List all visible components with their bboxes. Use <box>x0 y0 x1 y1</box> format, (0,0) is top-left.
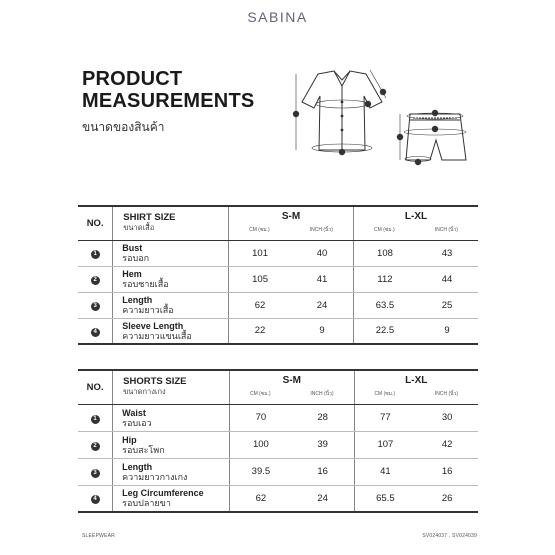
row-label: Length <box>122 295 153 305</box>
row-label: Waist <box>122 407 146 418</box>
shorts-drawing <box>406 114 466 160</box>
size-title-th: ขนาดเสื้อ <box>123 223 155 233</box>
unit-cm: CM (ซม.) <box>249 391 271 397</box>
row-label-th: รอบชายเสื้อ <box>122 279 169 289</box>
value-cell: 9 <box>319 325 325 337</box>
value-cell: 112 <box>377 273 393 285</box>
row-number-badge: 2 <box>91 442 100 451</box>
value-cell: 39 <box>317 439 328 450</box>
value-cell: 41 <box>316 273 328 285</box>
value-cell: 16 <box>317 466 328 477</box>
value-cell: 63.5 <box>375 299 395 311</box>
value-cell: 24 <box>316 299 328 311</box>
unit-inch: INCH (นิ้ว) <box>310 391 334 397</box>
value-cell: 101 <box>252 247 268 259</box>
unit-cm: CM (ซม.) <box>249 227 270 233</box>
value-cell: 107 <box>377 439 394 450</box>
value-cell: 42 <box>441 439 453 450</box>
row-label-th: รอบปลายขา <box>122 498 171 509</box>
table-row <box>78 431 478 458</box>
table-header-row <box>78 206 478 240</box>
size-title: SHIRT SIZE <box>123 212 176 224</box>
value-cell: 22.5 <box>375 325 395 337</box>
row-label: Length <box>122 461 153 472</box>
row-number-badge: 2 <box>91 276 100 285</box>
size-group-l-xl <box>353 206 478 240</box>
value-cell: 30 <box>441 412 453 423</box>
value-cell: 16 <box>441 466 453 477</box>
row-label-th: ความยาวแขนเสื้อ <box>122 330 192 341</box>
row-number-badge: 1 <box>91 250 100 259</box>
row-label: Sleeve Length <box>122 320 184 331</box>
unit-inch: INCH (นิ้ว) <box>434 391 459 397</box>
row-label: Hem <box>122 269 142 279</box>
value-cell: 26 <box>441 492 453 504</box>
page-subtitle: ขนาดของสินค้า <box>82 120 165 134</box>
size-title-cell <box>113 370 230 404</box>
row-label: Leg Circumference <box>122 488 204 499</box>
table-row <box>78 240 478 266</box>
row-label: Hip <box>122 434 137 445</box>
table-row <box>78 458 478 485</box>
value-cell: 24 <box>317 492 328 504</box>
value-cell: 105 <box>252 273 268 285</box>
value-cell: 39.5 <box>251 466 271 477</box>
row-number-badge: 1 <box>91 415 100 424</box>
measure-markers <box>293 89 438 165</box>
value-cell: 43 <box>441 247 453 259</box>
table-row <box>78 292 478 318</box>
shorts-size-table <box>78 369 478 513</box>
table-header-row <box>78 370 478 404</box>
row-number-badge: 4 <box>91 495 100 504</box>
page-title <box>82 68 254 112</box>
garment-illustration <box>282 62 478 180</box>
value-cell: 40 <box>316 247 328 259</box>
shirt-measure-lines <box>296 70 386 152</box>
unit-cm: CM (ซม.) <box>374 391 396 397</box>
row-label-th: รอบเอว <box>122 417 152 428</box>
value-cell: 62 <box>255 492 267 504</box>
row-label-th: ความยาวกางเกง <box>122 471 188 482</box>
title-line-1: PRODUCT <box>82 68 183 90</box>
no-header: NO. <box>78 370 113 404</box>
value-cell: 9 <box>444 325 450 337</box>
size-title-th: ขนาดกางเกง <box>123 387 166 397</box>
unit-cm: CM (ซม.) <box>374 227 395 233</box>
size-group-s-m <box>230 370 354 404</box>
value-cell: 28 <box>317 412 328 423</box>
size-group-s-m <box>229 206 354 240</box>
size-title-cell <box>113 206 229 240</box>
group-name: S-M <box>281 211 301 222</box>
row-number-badge: 3 <box>91 302 100 311</box>
shirt-size-table <box>78 205 478 345</box>
unit-inch: INCH (นิ้ว) <box>309 227 333 233</box>
table-row <box>78 266 478 292</box>
no-header: NO. <box>78 206 113 240</box>
row-number-badge: 4 <box>91 328 100 337</box>
value-cell: 70 <box>255 412 267 423</box>
row-number-badge: 3 <box>91 469 100 478</box>
size-title: SHORTS SIZE <box>123 376 187 388</box>
value-cell: 100 <box>252 439 269 450</box>
table-row <box>78 404 478 431</box>
group-name: L-XL <box>404 211 428 222</box>
title-line-2: MEASUREMENTS <box>82 90 255 112</box>
group-name: L-XL <box>405 375 428 386</box>
table-row <box>78 318 478 344</box>
value-cell: 62 <box>254 299 266 311</box>
footer-category: SLEEPWEAR <box>82 533 115 539</box>
row-label-th: ความยาวเสื้อ <box>122 305 174 315</box>
value-cell: 77 <box>380 412 391 423</box>
shirt-drawing <box>302 71 382 150</box>
value-cell: 41 <box>380 466 391 477</box>
value-cell: 108 <box>377 247 393 259</box>
size-group-l-xl <box>354 370 478 404</box>
group-name: S-M <box>282 375 301 386</box>
row-label-th: รอบสะโพก <box>122 444 165 455</box>
row-label-th: รอบอก <box>122 253 150 263</box>
value-cell: 25 <box>441 299 453 311</box>
row-label: Bust <box>122 243 143 253</box>
value-cell: 22 <box>254 325 266 337</box>
value-cell: 65.5 <box>376 492 395 504</box>
table-row <box>78 485 478 512</box>
value-cell: 44 <box>441 273 453 285</box>
brand-logo: SABINA <box>247 9 308 25</box>
footer-product-codes: SV024037 , SV024039 <box>422 533 477 539</box>
unit-inch: INCH (นิ้ว) <box>434 227 458 233</box>
